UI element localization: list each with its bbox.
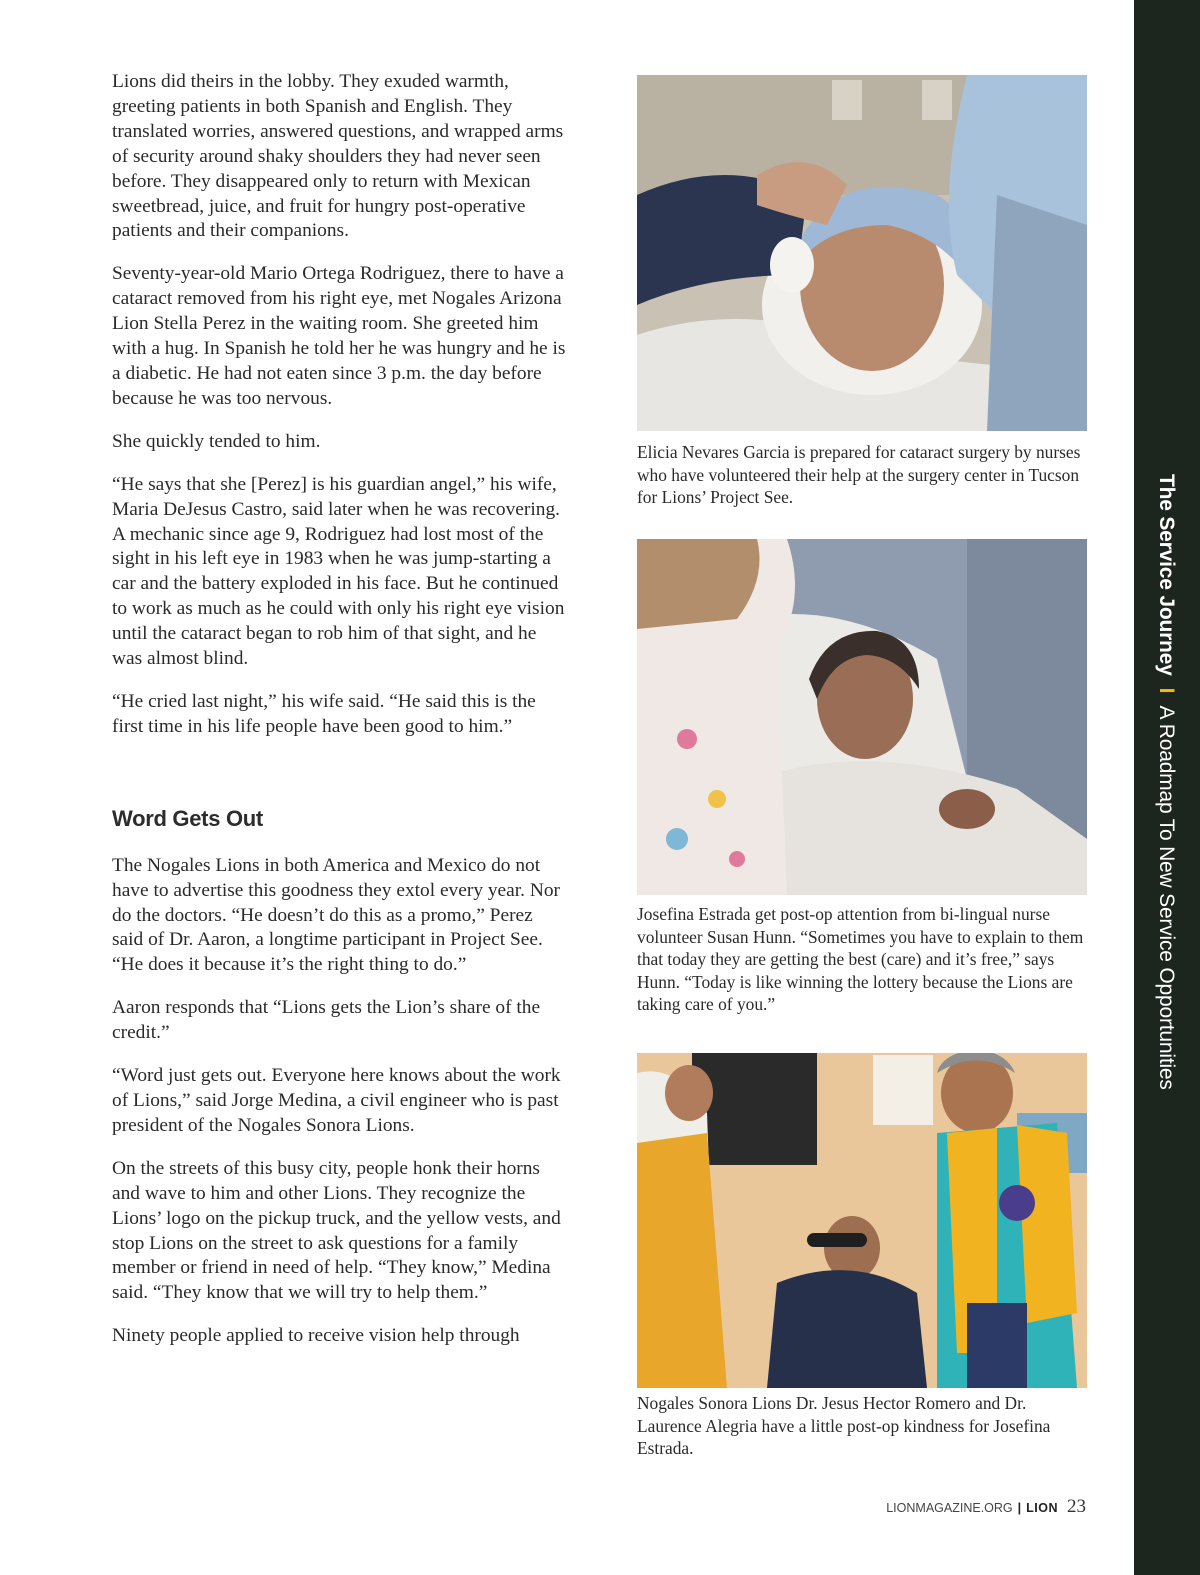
footer-site: LIONMAGAZINE.ORG [886, 1501, 1013, 1515]
section-subheading: Word Gets Out [112, 805, 263, 831]
article-paragraph: “Word just gets out. Everyone here knows about the work of Lions,” said Jorge Medina, a civil engineer who is past president of the Nogales Sonora Lions. [112, 1065, 561, 1136]
photo-lions-kindness [637, 1053, 1087, 1388]
article-paragraph: On the streets of this busy city, people honk their horns and wave to him and other Lions. They recognize the Lions’ logo on the pickup truck, and the yellow vests, and stop Lions on the street to ask questions for a family member or friend in need of help. “They know,” Medina said. “They know that we will try to help them.” [112, 1157, 561, 1304]
article-paragraph: “He says that she [Perez] is his guardian angel,” his wife, Maria DeJesus Castro, said later when he was recovering. A mechanic since age 9, Rodriguez had lost most of the sight in his left eye in 1983 when he was jump-starting a car and the battery exploded in his face. But he continued to work as much as he could with only his right eye vision until the cataract began to rob him of that sight, and he was almost blind. [112, 473, 565, 670]
photo-caption: Nogales Sonora Lions Dr. Jesus Hector Romero and Dr. Laurence Alegria have a little post-op kindness for Josefina Estrada. [637, 1393, 1051, 1459]
photo-caption: Elicia Nevares Garcia is prepared for cataract surgery by nurses who have volunteered their help at the surgery center in Tucson for Lions’ Project See. [637, 442, 1081, 508]
photo-post-op [637, 539, 1087, 895]
section-sidebar [1134, 0, 1200, 1575]
page-number: 23 [1067, 1496, 1086, 1517]
sidebar-subtitle: A Roadmap To New Service Opportunities [1155, 705, 1178, 1090]
article-body [112, 70, 567, 1367]
photo-caption: Josefina Estrada get post-op attention from bi-lingual nurse volunteer Susan Hunn. “Sometimes you have to explain to them that today they are getting the best (care) and it’s free,” says Hunn. “Today is like winning the lottery because the Lions are taking care of you.” [637, 904, 1084, 1015]
article-paragraph: The Nogales Lions in both America and Mexico do not have to advertise this goodness they extol every year. Nor do the doctors. “He doesn’t do this as a promo,” Perez said of Dr. Aaron, a longtime participant in Project See. “He does it because it’s the right thing to do.” [112, 854, 561, 976]
sidebar-label [1146, 474, 1186, 1098]
sidebar-title: The Service Journey [1155, 474, 1178, 676]
article-paragraph: Seventy-year-old Mario Ortega Rodriguez, there to have a cataract removed from his right eye, met Nogales Arizona Lion Stella Perez in the waiting room. She greeted him with a hug. In Spanish he told her he was hungry and he is a diabetic. He had not eaten since 3 p.m. the day before because he was too nervous. [112, 263, 566, 409]
article-paragraph: “He cried last night,” his wife said. “He said this is the first time in his life people have been good to him.” [112, 690, 536, 737]
article-paragraph: Lions did theirs in the lobby. They exuded warmth, greeting patients in both Spanish and English. They translated worries, answered questions, and wrapped arms of security around shaky shoulders they had never seen before. They disappeared only to return with Mexican sweetbread, juice, and fruit for hungry post-operative patients and their companions. [112, 71, 564, 242]
photo-surgery-prep [637, 75, 1087, 431]
article-paragraph: Aaron responds that “Lions gets the Lion’s share of the credit.” [112, 997, 541, 1044]
footer-brand: LION [1026, 1501, 1058, 1515]
sidebar-separator: I [1155, 687, 1178, 694]
article-paragraph: Ninety people applied to receive vision help through [112, 1325, 520, 1347]
page-footer [886, 1496, 1086, 1518]
article-paragraph: She quickly tended to him. [112, 430, 321, 452]
footer-pipe: | [1017, 1501, 1022, 1515]
